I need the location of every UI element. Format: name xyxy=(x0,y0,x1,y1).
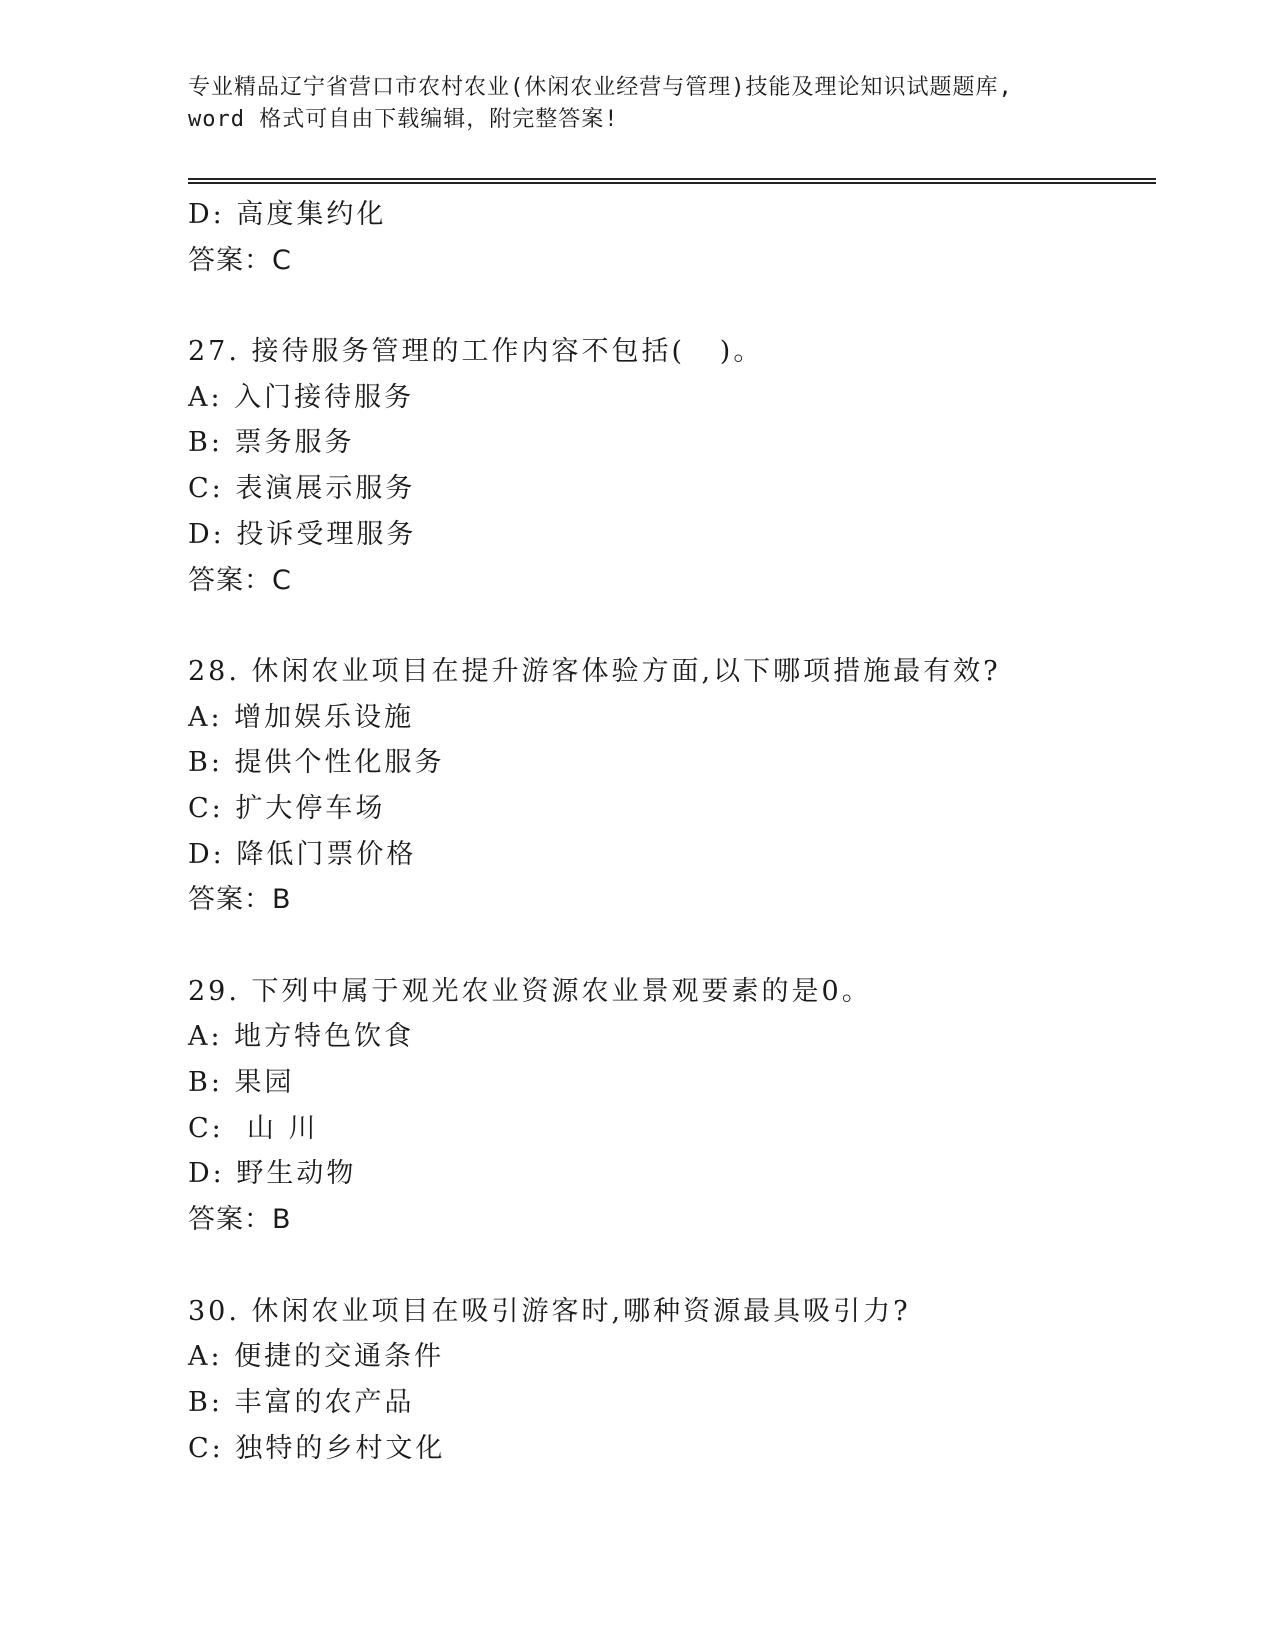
answer-line: 答案：B xyxy=(188,1204,292,1236)
question-stem: 27. 接待服务管理的工作内容不包括( )。 xyxy=(188,336,764,368)
question-27 xyxy=(188,329,1156,603)
question-29 xyxy=(188,969,1156,1243)
question-stem: 28. 休闲农业项目在提升游客体验方面,以下哪项措施最有效? xyxy=(188,655,1001,687)
option-c: C: 山 川 xyxy=(188,1112,319,1144)
question-stem: 29. 下列中属于观光农业资源农业景观要素的是0。 xyxy=(188,975,872,1007)
option-a: A: 增加娱乐设施 xyxy=(188,701,415,733)
option-a: A: 地方特色饮食 xyxy=(188,1021,415,1053)
option-d: D: 野生动物 xyxy=(188,1158,357,1190)
question-28 xyxy=(188,649,1156,923)
spacer xyxy=(188,923,1156,969)
answer-line: 答案：C xyxy=(188,244,292,276)
option-c: C: 表演展示服务 xyxy=(188,473,416,505)
header-title-line-1: 专业精品辽宁省营口市农村农业(休闲农业经营与管理)技能及理论知识试题题库, xyxy=(188,75,1013,100)
spacer xyxy=(188,1243,1156,1289)
option-d: D: 投诉受理服务 xyxy=(188,518,417,550)
question-30 xyxy=(188,1289,1156,1472)
spacer xyxy=(188,283,1156,329)
option-b: B: 提供个性化服务 xyxy=(188,747,445,779)
option-c: C: 独特的乡村文化 xyxy=(188,1432,446,1464)
spacer xyxy=(188,603,1156,649)
option-b: B: 丰富的农产品 xyxy=(188,1386,415,1418)
question-list xyxy=(188,192,1156,1471)
document-header xyxy=(188,72,1088,136)
option-b: B: 果园 xyxy=(188,1067,295,1099)
header-divider xyxy=(188,178,1156,184)
option-d: D: 高度集约化 xyxy=(188,199,387,230)
answer-line: 答案：C xyxy=(188,564,292,596)
header-title-line-2: word 格式可自由下载编辑，附完整答案! xyxy=(188,107,619,132)
option-b: B: 票务服务 xyxy=(188,427,355,459)
question-stem: 30. 休闲农业项目在吸引游客时,哪种资源最具吸引力? xyxy=(188,1295,911,1327)
option-c: C: 扩大停车场 xyxy=(188,792,386,824)
option-d: D: 降低门票价格 xyxy=(188,838,417,870)
option-a: A: 入门接待服务 xyxy=(188,381,415,413)
answer-line: 答案：B xyxy=(188,884,292,916)
option-a: A: 便捷的交通条件 xyxy=(188,1341,445,1373)
